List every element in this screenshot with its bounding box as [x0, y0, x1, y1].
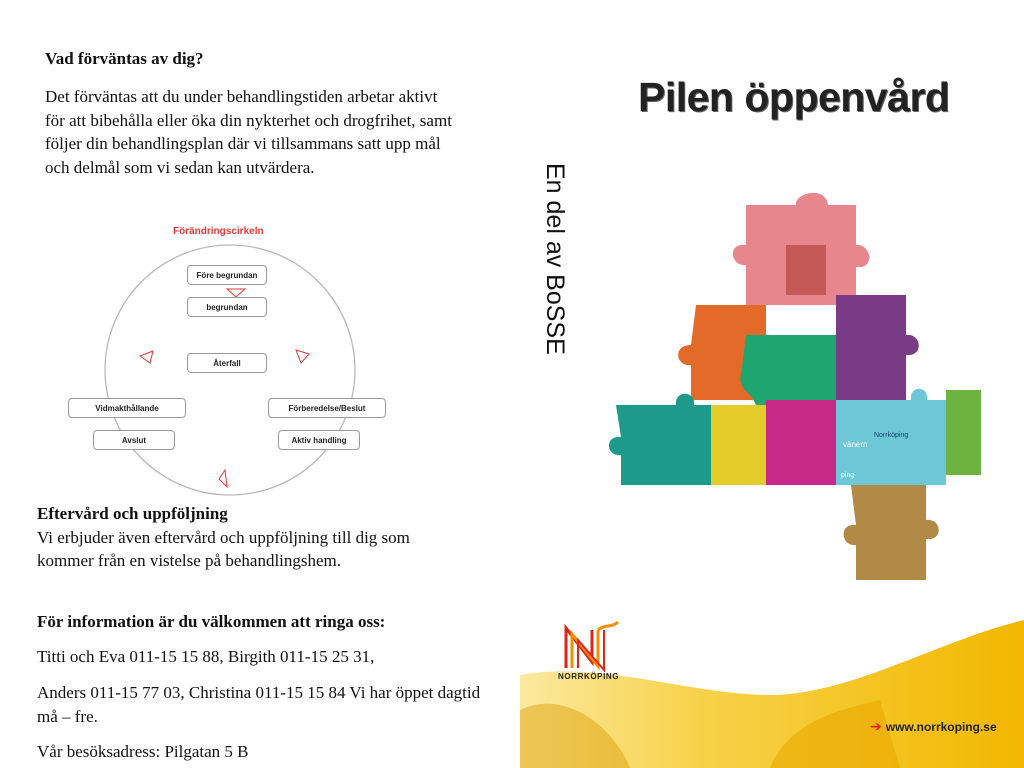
- node-aterfall: Återfall: [187, 353, 267, 373]
- diagram-title: Förändringscirkeln: [173, 226, 264, 237]
- logo-text: NORRKÖPING: [558, 672, 620, 681]
- arrow-marker-left: [140, 351, 153, 363]
- node-begrundan: begrundan: [187, 297, 267, 317]
- vertical-subtitle: En del av BoSSE: [541, 163, 569, 355]
- right-panel: [520, 0, 1024, 768]
- norrkoping-logo-icon: [558, 620, 628, 672]
- website-link[interactable]: [870, 718, 997, 735]
- aftercare-section: [37, 502, 457, 573]
- node-forberedelse: Förberedelse/Beslut: [268, 398, 386, 418]
- contacts-line-2: Anders 011-15 77 03, Christina 011-15 15 84 Vi har öppet dagtid må – fre.: [37, 683, 481, 726]
- info-heading: För information är du välkommen att ringa oss:: [37, 612, 386, 631]
- page-title: Pilen öppenvård: [638, 74, 950, 120]
- address: Vår besöksadress: Pilgatan 5 B: [37, 742, 249, 761]
- arrow-right-icon: ➔: [870, 718, 882, 734]
- puzzle-label-vanern: vänern: [843, 440, 868, 449]
- arrow-marker-right: [296, 350, 309, 363]
- puzzle-illustration: [596, 185, 986, 585]
- puzzle-label-norrkoping: Norrköping: [874, 432, 909, 439]
- contacts-line-1: Titti och Eva 011-15 15 88, Birgith 011-15 25 31,: [37, 647, 375, 666]
- change-circle-diagram: [55, 220, 405, 500]
- node-fore-begrundan: Före begrundan: [187, 265, 267, 285]
- website-text[interactable]: www.norrkoping.se: [885, 719, 997, 734]
- node-aktiv-handling: Aktiv handling: [278, 430, 360, 450]
- puzzle-label-ping: ping: [841, 472, 855, 479]
- aftercare-heading: Eftervård och uppföljning: [37, 504, 228, 523]
- node-avslut: Avslut: [93, 430, 175, 450]
- intro-heading: Vad förväntas av dig?: [45, 49, 204, 68]
- arrow-marker-bottom: [219, 470, 227, 487]
- aftercare-body: Vi erbjuder även eftervård och uppföljning till dig som kommer från en vistelse på behandlingshem.: [37, 527, 410, 570]
- intro-body: Det förväntas att du under behandlingstiden arbetar aktivt för att bibehålla eller öka din nykterhet och drogfrihet, samt följer din behandlingsplan där vi tillsammans satt upp mål och delmål som vi sedan kan utvärdera.: [45, 87, 452, 177]
- arrow-marker-top: [227, 289, 245, 297]
- node-vidmakthallande: Vidmakthållande: [68, 398, 186, 418]
